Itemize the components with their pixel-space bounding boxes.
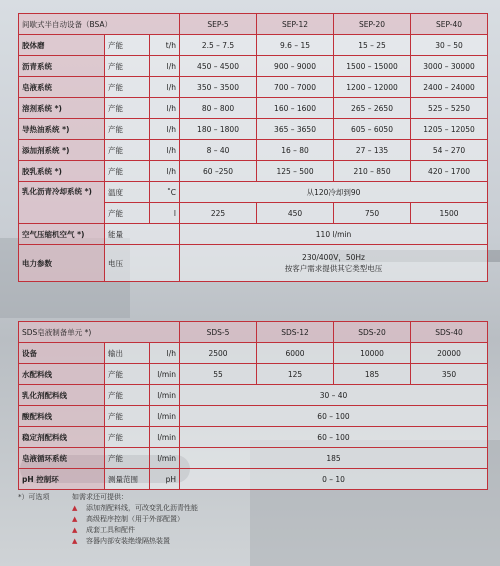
col-sds-5: SDS-5 [180, 322, 257, 343]
list-item [72, 536, 198, 547]
cell-value: 265 – 2650 [334, 98, 411, 119]
note-text: 添加剂配料线，可改变乳化沥青性能 [86, 504, 198, 512]
cell-value: 3000 – 30000 [411, 56, 488, 77]
col-sds-40: SDS-40 [411, 322, 488, 343]
row-name: 添加剂系统 *) [19, 140, 105, 161]
col-sep-20: SEP-20 [334, 14, 411, 35]
cell-value: 750 [334, 203, 411, 224]
row-param: 产能 [105, 427, 150, 448]
row-name: 设备 [19, 343, 105, 364]
row-unit: l/min [150, 385, 180, 406]
cell-value: 700 – 7000 [257, 77, 334, 98]
row-name: 电力参数 [19, 245, 105, 282]
row-unit: l/min [150, 406, 180, 427]
row-param: 产能 [105, 140, 150, 161]
row-unit: l/h [150, 140, 180, 161]
cell-value: 900 – 9000 [257, 56, 334, 77]
table-row [19, 77, 488, 98]
cell-value: 27 – 135 [334, 140, 411, 161]
cell-value: 16 – 80 [257, 140, 334, 161]
row-param: 产能 [105, 161, 150, 182]
cell-value: 2400 – 24000 [411, 77, 488, 98]
note-text: 容器内部安装绝缘隔热装置 [86, 537, 170, 545]
row-unit: pH [150, 469, 180, 490]
cell-value: 60 – 100 [180, 406, 488, 427]
row-unit: l/h [150, 98, 180, 119]
col-sep-5: SEP-5 [180, 14, 257, 35]
cell-value: 125 [257, 364, 334, 385]
row-param: 测量范围 [105, 469, 150, 490]
cell-value: 160 – 1600 [257, 98, 334, 119]
table-row [19, 343, 488, 364]
cell-value: 60 –250 [180, 161, 257, 182]
row-unit: l [150, 203, 180, 224]
row-param: 产能 [105, 35, 150, 56]
table-header-row [19, 322, 488, 343]
cell-value: 30 – 40 [180, 385, 488, 406]
cell-value: 9.6 – 15 [257, 35, 334, 56]
cell-value: 30 – 50 [411, 35, 488, 56]
optional-marker: *）可选项 [18, 493, 50, 501]
triangle-bullet-icon: ▲ [72, 526, 78, 534]
row-param: 产能 [105, 77, 150, 98]
cell-value: 525 – 5250 [411, 98, 488, 119]
row-name: 皂液系统 [19, 77, 105, 98]
triangle-bullet-icon: ▲ [72, 537, 78, 545]
triangle-bullet-icon: ▲ [72, 515, 78, 523]
table-row [19, 364, 488, 385]
row-param: 产能 [105, 56, 150, 77]
power-note: 按客户需求提供其它类型电压 [284, 264, 383, 273]
row-name: 乳化剂配料线 [19, 385, 105, 406]
row-name: 空气压缩机空气 *) [19, 224, 105, 245]
cell-value: 210 – 850 [334, 161, 411, 182]
row-name: 乳化沥青冷却系统 *) [19, 182, 105, 224]
row-param: 产能 [105, 203, 150, 224]
row-param: 电压 [105, 245, 180, 282]
row-param: 产能 [105, 385, 150, 406]
cell-value: 80 – 800 [180, 98, 257, 119]
row-param: 产能 [105, 364, 150, 385]
table-header-row [19, 14, 488, 35]
col-sep-40: SEP-40 [411, 14, 488, 35]
cell-value: 1200 – 12000 [334, 77, 411, 98]
col-sds-20: SDS-20 [334, 322, 411, 343]
cell-value: 450 [257, 203, 334, 224]
table-row [19, 35, 488, 56]
row-param: 输出 [105, 343, 150, 364]
row-unit: l/min [150, 364, 180, 385]
cell-value: 180 – 1800 [180, 119, 257, 140]
cell-value: 1500 – 15000 [334, 56, 411, 77]
notes-intro: 如需求还可提供： [72, 493, 128, 501]
row-name: 溶剂系统 *) [19, 98, 105, 119]
cell-value: 185 [180, 448, 488, 469]
row-unit: l/h [150, 161, 180, 182]
table-row [19, 98, 488, 119]
row-name: pH 控制环 [19, 469, 105, 490]
list-item [72, 503, 198, 514]
note-text: 高级程序控制（用于外部配置） [86, 515, 184, 523]
table-row-power [19, 245, 488, 282]
row-name: 稳定剂配料线 [19, 427, 105, 448]
bsa-spec-table [18, 13, 488, 282]
row-param: 产能 [105, 119, 150, 140]
cell-value: 15 – 25 [334, 35, 411, 56]
row-unit: l/h [150, 119, 180, 140]
col-sep-12: SEP-12 [257, 14, 334, 35]
table-row [19, 140, 488, 161]
triangle-bullet-icon: ▲ [72, 504, 78, 512]
row-param: 能量 [105, 224, 180, 245]
row-unit: l/h [150, 77, 180, 98]
list-item [72, 514, 198, 525]
table-row [19, 161, 488, 182]
cell-value: 450 – 4500 [180, 56, 257, 77]
note-text: 成套工具和配件 [86, 526, 135, 534]
cell-value: 2.5 – 7.5 [180, 35, 257, 56]
cell-value: 20000 [411, 343, 488, 364]
cell-value: 350 [411, 364, 488, 385]
row-name: 酸配料线 [19, 406, 105, 427]
cell-value: 8 – 40 [180, 140, 257, 161]
row-name: 导热油系统 *) [19, 119, 105, 140]
row-unit: l/min [150, 448, 180, 469]
sds-spec-table [18, 321, 488, 490]
row-param: 产能 [105, 406, 150, 427]
row-unit: l/h [150, 343, 180, 364]
cooling-temp-value: 从120冷却到90 [180, 182, 488, 203]
row-name: 胶体磨 [19, 35, 105, 56]
row-name: 皂液循环系统 [19, 448, 105, 469]
cell-value: 350 – 3500 [180, 77, 257, 98]
cell-value: 1500 [411, 203, 488, 224]
table-row-air [19, 224, 488, 245]
cell-value: 10000 [334, 343, 411, 364]
cell-value: 185 [334, 364, 411, 385]
cell-value: 2500 [180, 343, 257, 364]
row-unit: l/h [150, 56, 180, 77]
cell-value: 420 – 1700 [411, 161, 488, 182]
cell-value: 60 – 100 [180, 427, 488, 448]
row-unit: l/min [150, 427, 180, 448]
sds-table-title: SDS皂液制备单元 *) [19, 322, 180, 343]
table-row [19, 56, 488, 77]
col-sds-12: SDS-12 [257, 322, 334, 343]
table-row [19, 406, 488, 427]
row-unit: ˚C [150, 182, 180, 203]
cell-value: 54 – 270 [411, 140, 488, 161]
row-name: 胶乳系统 *) [19, 161, 105, 182]
cell-value: 0 – 10 [180, 469, 488, 490]
cell-value: 605 – 6050 [334, 119, 411, 140]
row-name: 水配料线 [19, 364, 105, 385]
table-row [19, 427, 488, 448]
table-row [19, 385, 488, 406]
optional-notes [18, 492, 198, 547]
row-param: 产能 [105, 98, 150, 119]
list-item [72, 525, 198, 536]
row-param: 温度 [105, 182, 150, 203]
notes-header [18, 492, 198, 503]
air-value: 110 l/min [180, 224, 488, 245]
cell-value: 365 – 3650 [257, 119, 334, 140]
cell-value: 55 [180, 364, 257, 385]
row-name: 沥青系统 [19, 56, 105, 77]
row-param: 产能 [105, 448, 150, 469]
power-voltage: 230/400V，50Hz [302, 253, 365, 262]
table-row [19, 119, 488, 140]
table-row-cooling-temp [19, 182, 488, 203]
power-value [180, 245, 488, 282]
cell-value: 225 [180, 203, 257, 224]
cell-value: 1205 – 12050 [411, 119, 488, 140]
table-row [19, 469, 488, 490]
bsa-table-title: 间歇式半自动设备（BSA） [19, 14, 180, 35]
cell-value: 6000 [257, 343, 334, 364]
cell-value: 125 – 500 [257, 161, 334, 182]
row-unit: t/h [150, 35, 180, 56]
table-row [19, 448, 488, 469]
